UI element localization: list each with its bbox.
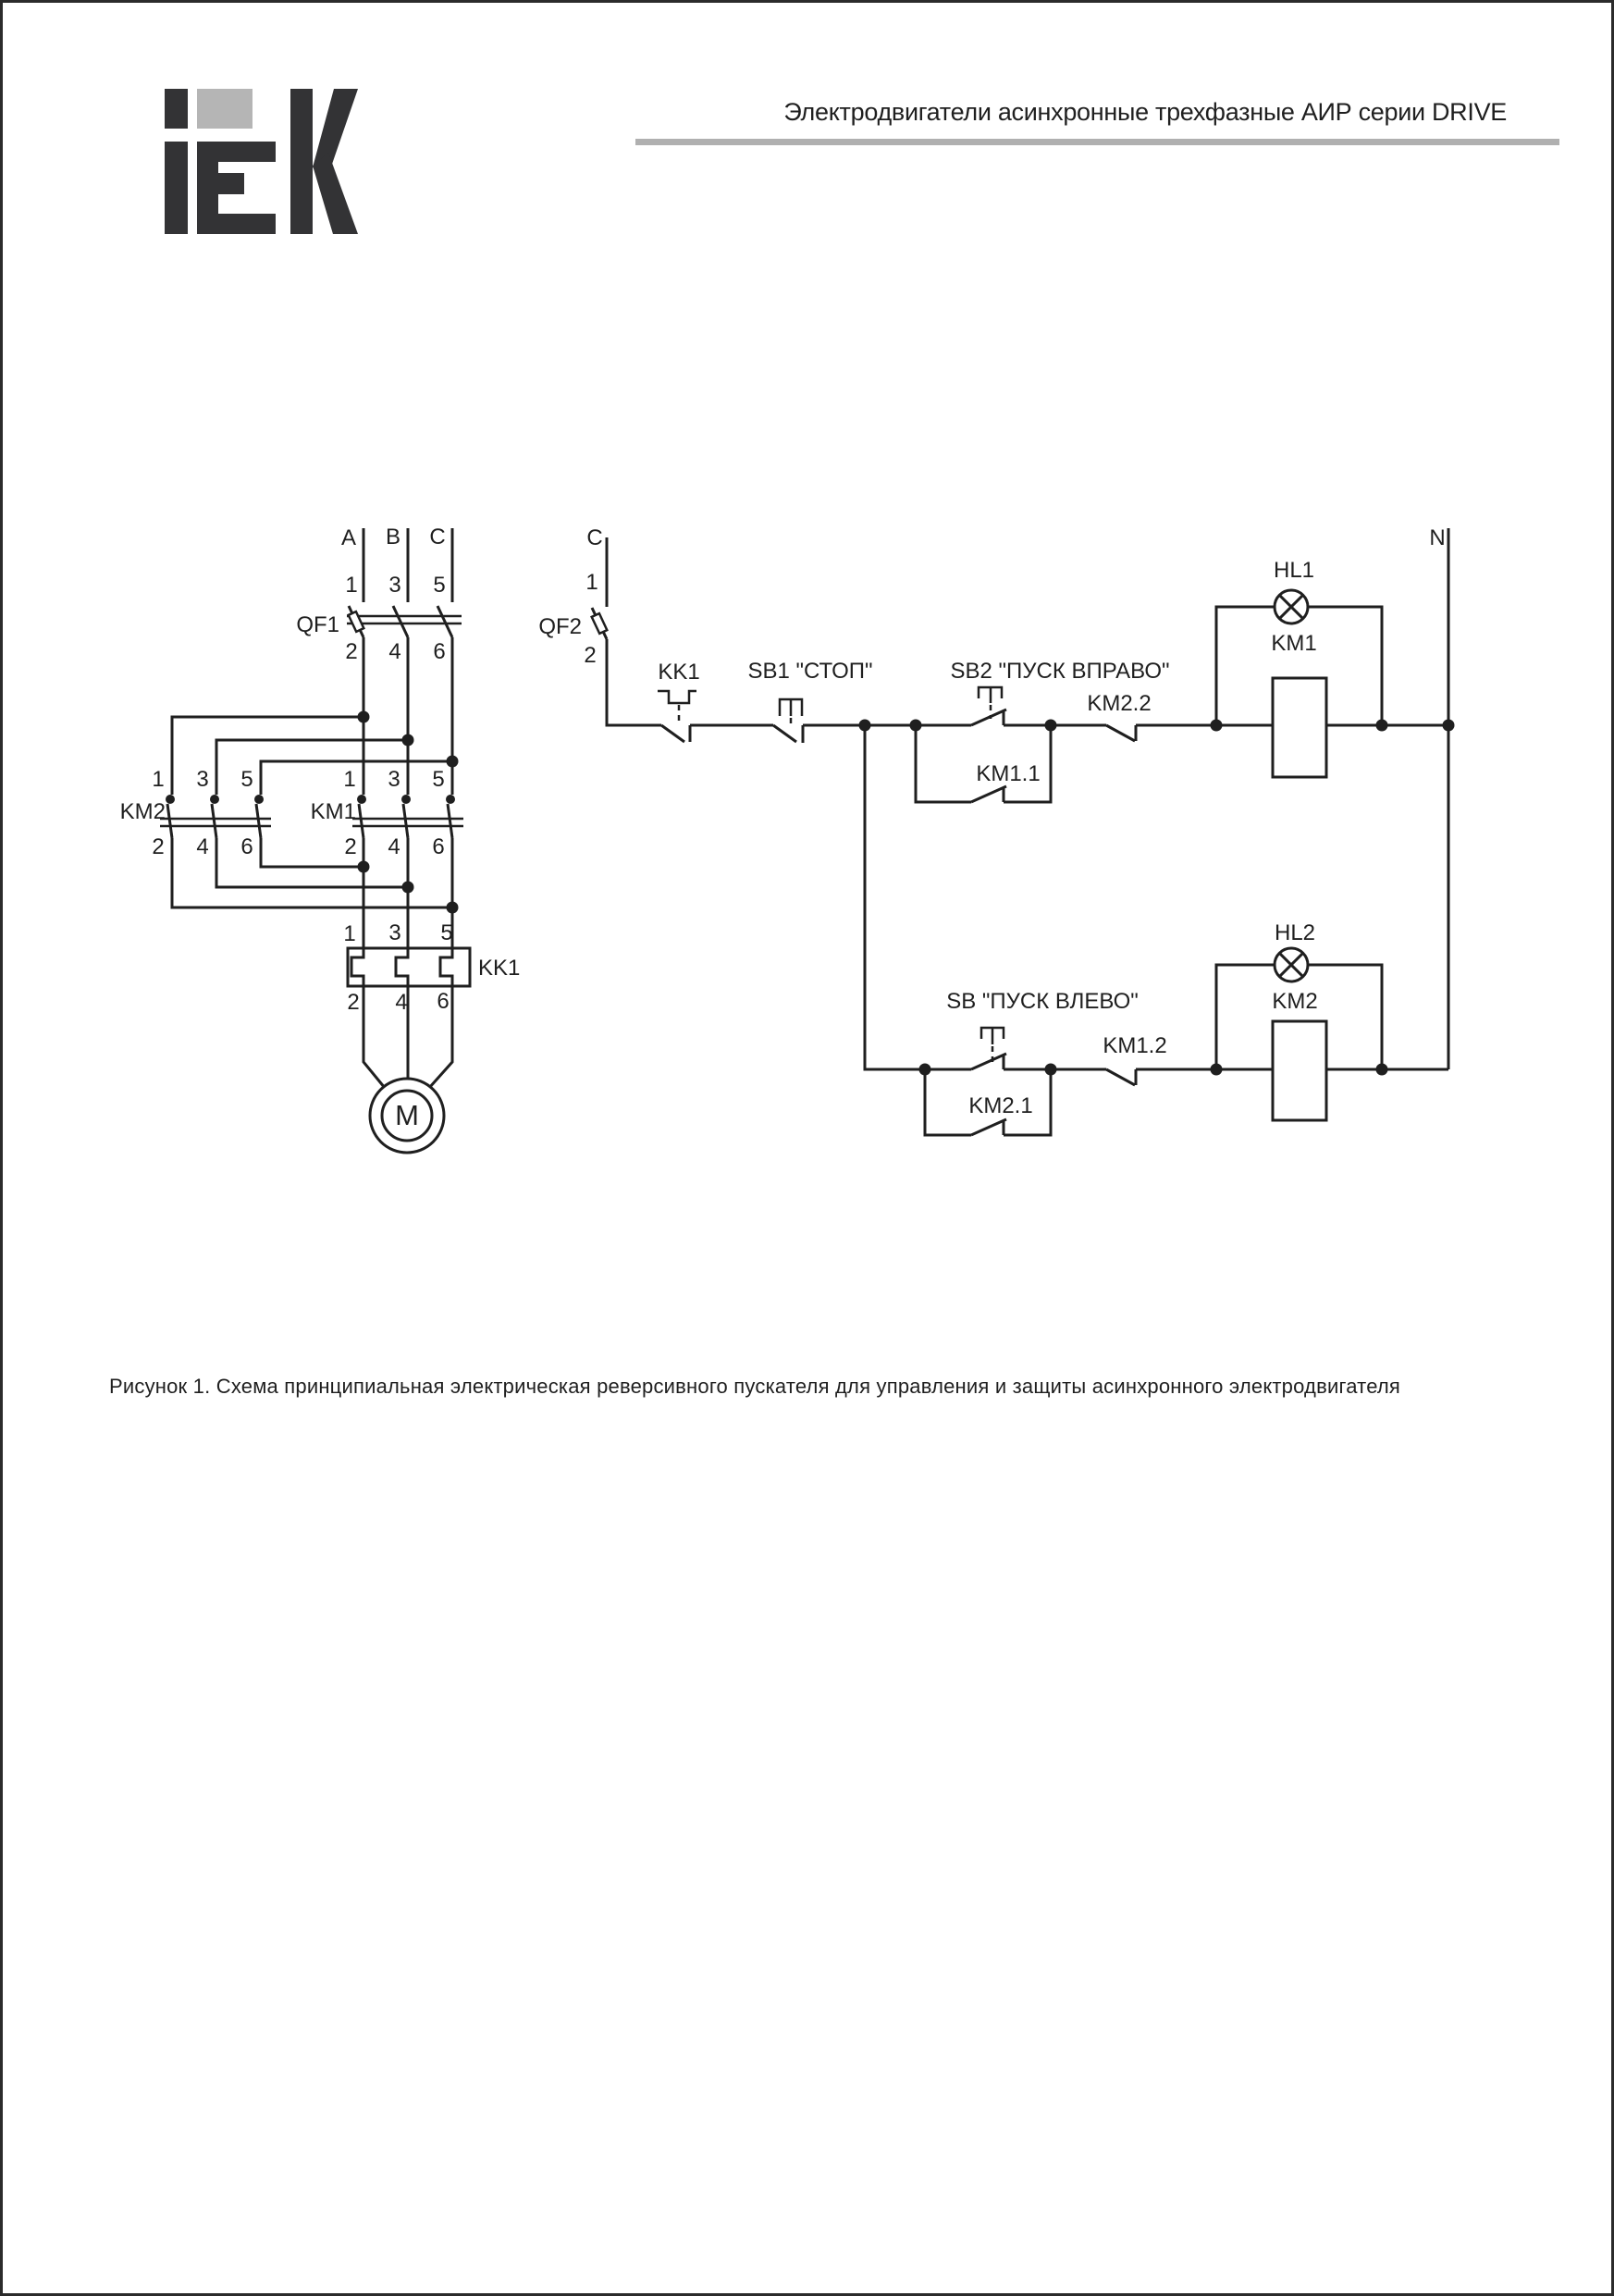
label-qf2: QF2 (538, 614, 582, 639)
schematic-labels (120, 525, 1446, 1131)
terminal-qf2-2: 2 (584, 643, 597, 668)
label-km1: KM1 (310, 799, 356, 824)
label-sb1-stop: SB1 "СТОП" (747, 659, 873, 684)
terminal-qf1-6: 6 (433, 639, 446, 664)
reversing-starter-schematic (3, 3, 1614, 2296)
label-hl1: HL1 (1273, 558, 1315, 583)
terminal-kk1-3: 3 (388, 920, 401, 945)
terminal-kk1-6: 6 (437, 989, 450, 1014)
terminal-km1-6: 6 (432, 834, 445, 859)
terminal-km2-2: 2 (152, 834, 165, 859)
label-km2: KM2 (119, 799, 166, 824)
label-kk1-contact: KK1 (658, 660, 700, 685)
terminal-qf1-5: 5 (433, 573, 446, 598)
terminal-kk1-2: 2 (347, 990, 360, 1015)
terminal-kk1-1: 1 (343, 921, 356, 946)
terminal-kk1-5: 5 (440, 920, 453, 945)
label-hl2: HL2 (1274, 920, 1316, 945)
terminal-km2-6: 6 (240, 834, 253, 859)
terminal-km1-2: 2 (344, 834, 357, 859)
qf1-breaker-icon (347, 606, 462, 637)
label-km2-1: KM2.1 (968, 1093, 1033, 1118)
terminal-qf1-4: 4 (388, 639, 401, 664)
label-km1-1: KM1.1 (976, 761, 1041, 786)
km2-coil-icon (1273, 1021, 1326, 1120)
terminal-km2-1: 1 (152, 767, 165, 792)
control-circuit (592, 528, 1455, 1135)
page-title: Электродвигатели асинхронные трехфазные АИР серии DRIVE (783, 98, 1507, 126)
label-phase-c-control: C (586, 525, 603, 550)
kk1-nc-contact-icon (658, 691, 696, 742)
terminal-km2-5: 5 (240, 767, 253, 792)
label-km1-coil: KM1 (1271, 631, 1317, 656)
label-sb2-start-right: SB2 "ПУСК ВПРАВО" (950, 659, 1170, 684)
km1-2-nc-contact-icon (1106, 1069, 1136, 1085)
label-phase-b: B (385, 525, 401, 549)
terminal-qf2-1: 1 (585, 570, 598, 595)
label-qf1: QF1 (296, 612, 339, 637)
qf2-breaker-icon (592, 608, 608, 639)
km2-contactor-icon (160, 795, 271, 838)
label-km2-coil: KM2 (1272, 989, 1318, 1014)
sb-start-left-button-icon (971, 1028, 1006, 1069)
figure-caption: Рисунок 1. Схема принципиальная электрическая реверсивного пускателя для управления и защиты асинхронного электродвигателя (109, 1375, 1401, 1398)
label-phase-a: A (340, 525, 357, 550)
label-km2-2: KM2.2 (1087, 691, 1152, 716)
terminal-km1-1: 1 (343, 767, 356, 792)
kk1-thermal-relay-icon (348, 948, 470, 986)
sb2-start-right-button-icon (971, 687, 1006, 725)
label-sb-start-left: SB "ПУСК ВЛЕВО" (946, 989, 1139, 1014)
label-neutral: N (1429, 525, 1446, 550)
terminal-km2-3: 3 (196, 767, 209, 792)
terminal-km1-3: 3 (388, 767, 400, 792)
terminal-km1-4: 4 (388, 834, 400, 859)
sb1-stop-button-icon (773, 699, 803, 743)
terminal-km2-4: 4 (196, 834, 209, 859)
label-km1-2: KM1.2 (1103, 1033, 1167, 1058)
km1-coil-icon (1273, 678, 1326, 777)
label-phase-c: C (429, 525, 446, 549)
terminal-qf1-1: 1 (345, 573, 358, 598)
label-motor: M (395, 1099, 419, 1131)
terminal-qf1-3: 3 (388, 573, 401, 598)
km2-2-nc-contact-icon (1106, 725, 1136, 741)
terminal-qf1-2: 2 (345, 639, 358, 664)
label-kk1: KK1 (478, 956, 521, 981)
terminal-km1-5: 5 (432, 767, 445, 792)
terminal-kk1-4: 4 (395, 990, 408, 1015)
km1-contactor-icon (352, 795, 463, 838)
